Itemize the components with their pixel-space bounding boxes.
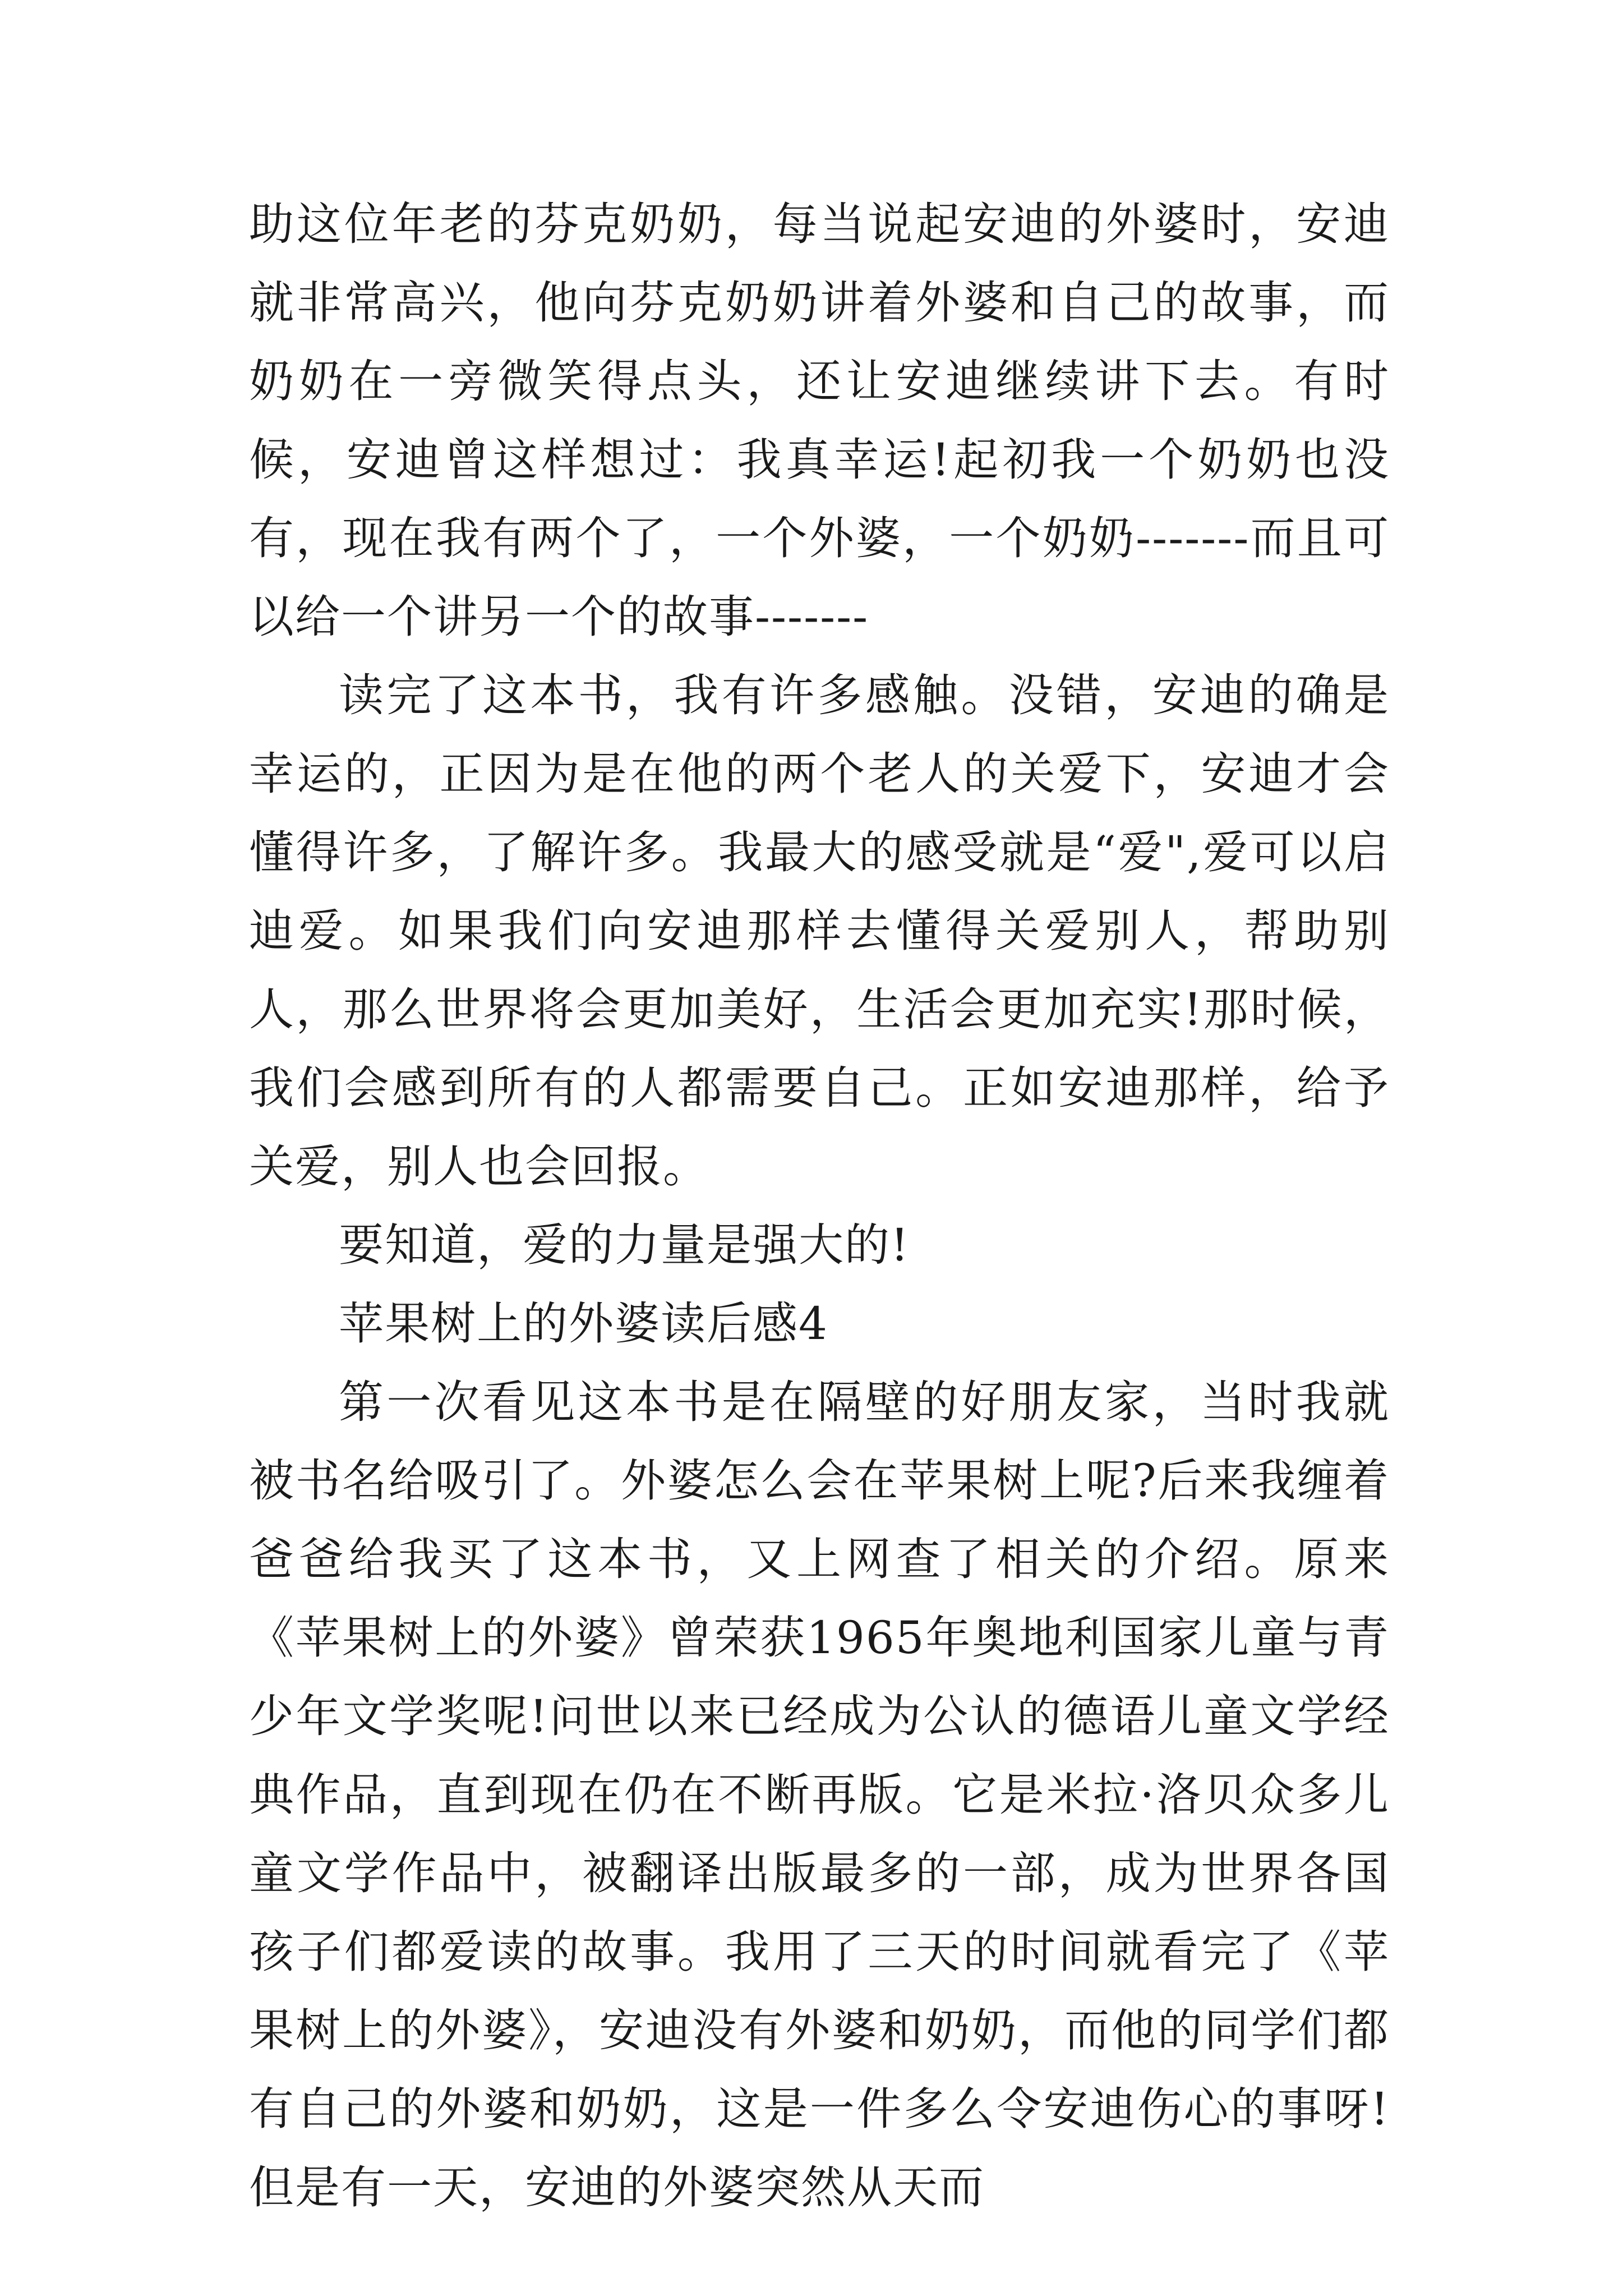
paragraph-continuation: 助这位年老的芬克奶奶，每当说起安迪的外婆时，安迪就非常高兴，他向芬克奶奶讲着外婆和自己的故事，而奶奶在一旁微笑得点头，还让安迪继续讲下去。有时候，安迪曾这样想过：我真幸运!起初我一个奶奶也没有，现在我有两个了，一个外婆，一个奶奶-------而且可以给一个讲另一个的故事------- (249, 198, 1390, 643)
paragraph-reflection: 读完了这本书，我有许多感触。没错，安迪的确是幸运的，正因为是在他的两个老人的关爱下，安迪才会懂得许多，了解许多。我最大的感受就是“爱",爱可以启迪爱。如果我们向安迪那样去懂得关爱别人，帮助别人，那么世界将会更加美好，生活会更加充实!那时候，我们会感到所有的人都需要自己。正如安迪那样，给予关爱，别人也会回报。 (249, 669, 1390, 1193)
paragraph-conclusion: 要知道，爱的力量是强大的! (339, 1219, 910, 1271)
paragraph-review-4: 第一次看见这本书是在隔壁的好朋友家，当时我就被书名给吸引了。外婆怎么会在苹果树上呢?后来我缠着爸爸给我买了这本书，又上网查了相关的介绍。原来《苹果树上的外婆》曾荣获1965年奥地利国家儿童与青少年文学奖呢!问世以来已经成为公认的德语儿童文学经典作品，直到现在仍在不断再版。它是米拉·洛贝众多儿童文学作品中，被翻译出版最多的一部，成为世界各国孩子们都爱读的故事。我用了三天的时间就看完了《苹果树上的外婆》，安迪没有外婆和奶奶，而他的同学们都有自己的外婆和奶奶，这是一件多么令安迪伤心的事呀!但是有一天，安迪的外婆突然从天而 (249, 1376, 1390, 2214)
section-heading: 苹果树上的外婆读后感4 (339, 1297, 828, 1350)
document-body (249, 185, 1390, 2227)
